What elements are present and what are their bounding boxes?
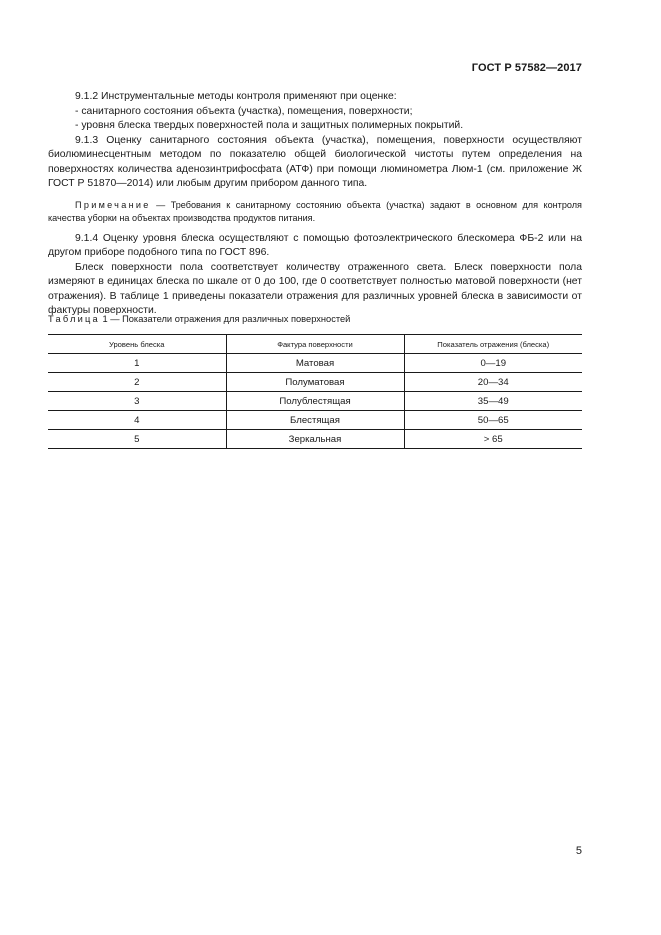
table-row bbox=[48, 430, 582, 449]
page-number: 5 bbox=[575, 845, 582, 857]
table-row bbox=[48, 373, 582, 392]
cell-surface-texture: Блестящая bbox=[226, 411, 404, 430]
paragraph-gloss-definition: Блеск поверхности пола соответствует количеству отраженного света. Блеск поверхности пола измеряют в единицах блеска по шкале от 0 до 100, где 0 соответствует полностью матовой поверхности (нет отражения). В таблице 1 приведены показатели отражения для различных уровней блеска в зависимости от фактуры поверхности. bbox=[48, 261, 582, 316]
list-item-gloss: - уровня блеска твердых поверхностей пола и защитных полимерных покрытий. bbox=[75, 120, 464, 131]
cell-reflection-index: > 65 bbox=[404, 430, 582, 449]
cell-gloss-level: 5 bbox=[48, 430, 226, 449]
cell-surface-texture: Полуматовая bbox=[226, 373, 404, 392]
paragraph-9-1-2: 9.1.2 Инструментальные методы контроля применяют при оценке: bbox=[75, 91, 397, 102]
reflection-table bbox=[48, 334, 582, 449]
cell-surface-texture: Зеркальная bbox=[226, 430, 404, 449]
note-text: — Требования к санитарному состоянию объекта (участка) задают в основном для контроля качества уборки на объектах производства продуктов питания. bbox=[48, 199, 582, 223]
header-surface-texture: Фактура поверхности bbox=[226, 335, 404, 354]
list-item-sanitary: - санитарного состояния объекта (участка), помещения, поверхности; bbox=[75, 105, 413, 117]
note-label: Примечание bbox=[75, 199, 151, 210]
document-code: ГОСТ Р 57582—2017 bbox=[471, 62, 582, 74]
document-body bbox=[48, 90, 582, 319]
table-title bbox=[48, 314, 350, 324]
cell-surface-texture: Полублестящая bbox=[226, 392, 404, 411]
cell-reflection-index: 35—49 bbox=[404, 392, 582, 411]
paragraph-9-1-3: 9.1.3 Оценку санитарного состояния объекта (участка), помещения, поверхности осуществляют биолюминесцентным методом по показателю общей биологической чистоты путем определения на поверхностях количества аденозинтрифосфата (АТФ) при помощи люминометра Люм-1 (см. приложение Ж ГОСТ Р 51870—2014) или любым другим прибором данного типа. bbox=[48, 134, 582, 189]
cell-gloss-level: 1 bbox=[48, 354, 226, 373]
header-reflection-index: Показатель отражения (блеска) bbox=[404, 335, 582, 354]
paragraph-9-1-4: 9.1.4 Оценку уровня блеска осуществляют с помощью фотоэлектрического блескомера ФБ-2 или на другом приборе подобного типа по ГОСТ 896. bbox=[48, 232, 582, 258]
cell-surface-texture: Матовая bbox=[226, 354, 404, 373]
table-header-row bbox=[48, 335, 582, 354]
table-caption: 1 — Показатели отражения для различных поверхностей bbox=[99, 314, 351, 324]
note bbox=[48, 199, 582, 225]
cell-gloss-level: 4 bbox=[48, 411, 226, 430]
cell-reflection-index: 50—65 bbox=[404, 411, 582, 430]
table-row bbox=[48, 411, 582, 430]
cell-reflection-index: 0—19 bbox=[404, 354, 582, 373]
cell-gloss-level: 2 bbox=[48, 373, 226, 392]
header-gloss-level: Уровень блеска bbox=[48, 335, 226, 354]
cell-gloss-level: 3 bbox=[48, 392, 226, 411]
table-label: Таблица bbox=[48, 314, 100, 324]
table-row bbox=[48, 392, 582, 411]
table-row bbox=[48, 354, 582, 373]
cell-reflection-index: 20—34 bbox=[404, 373, 582, 392]
